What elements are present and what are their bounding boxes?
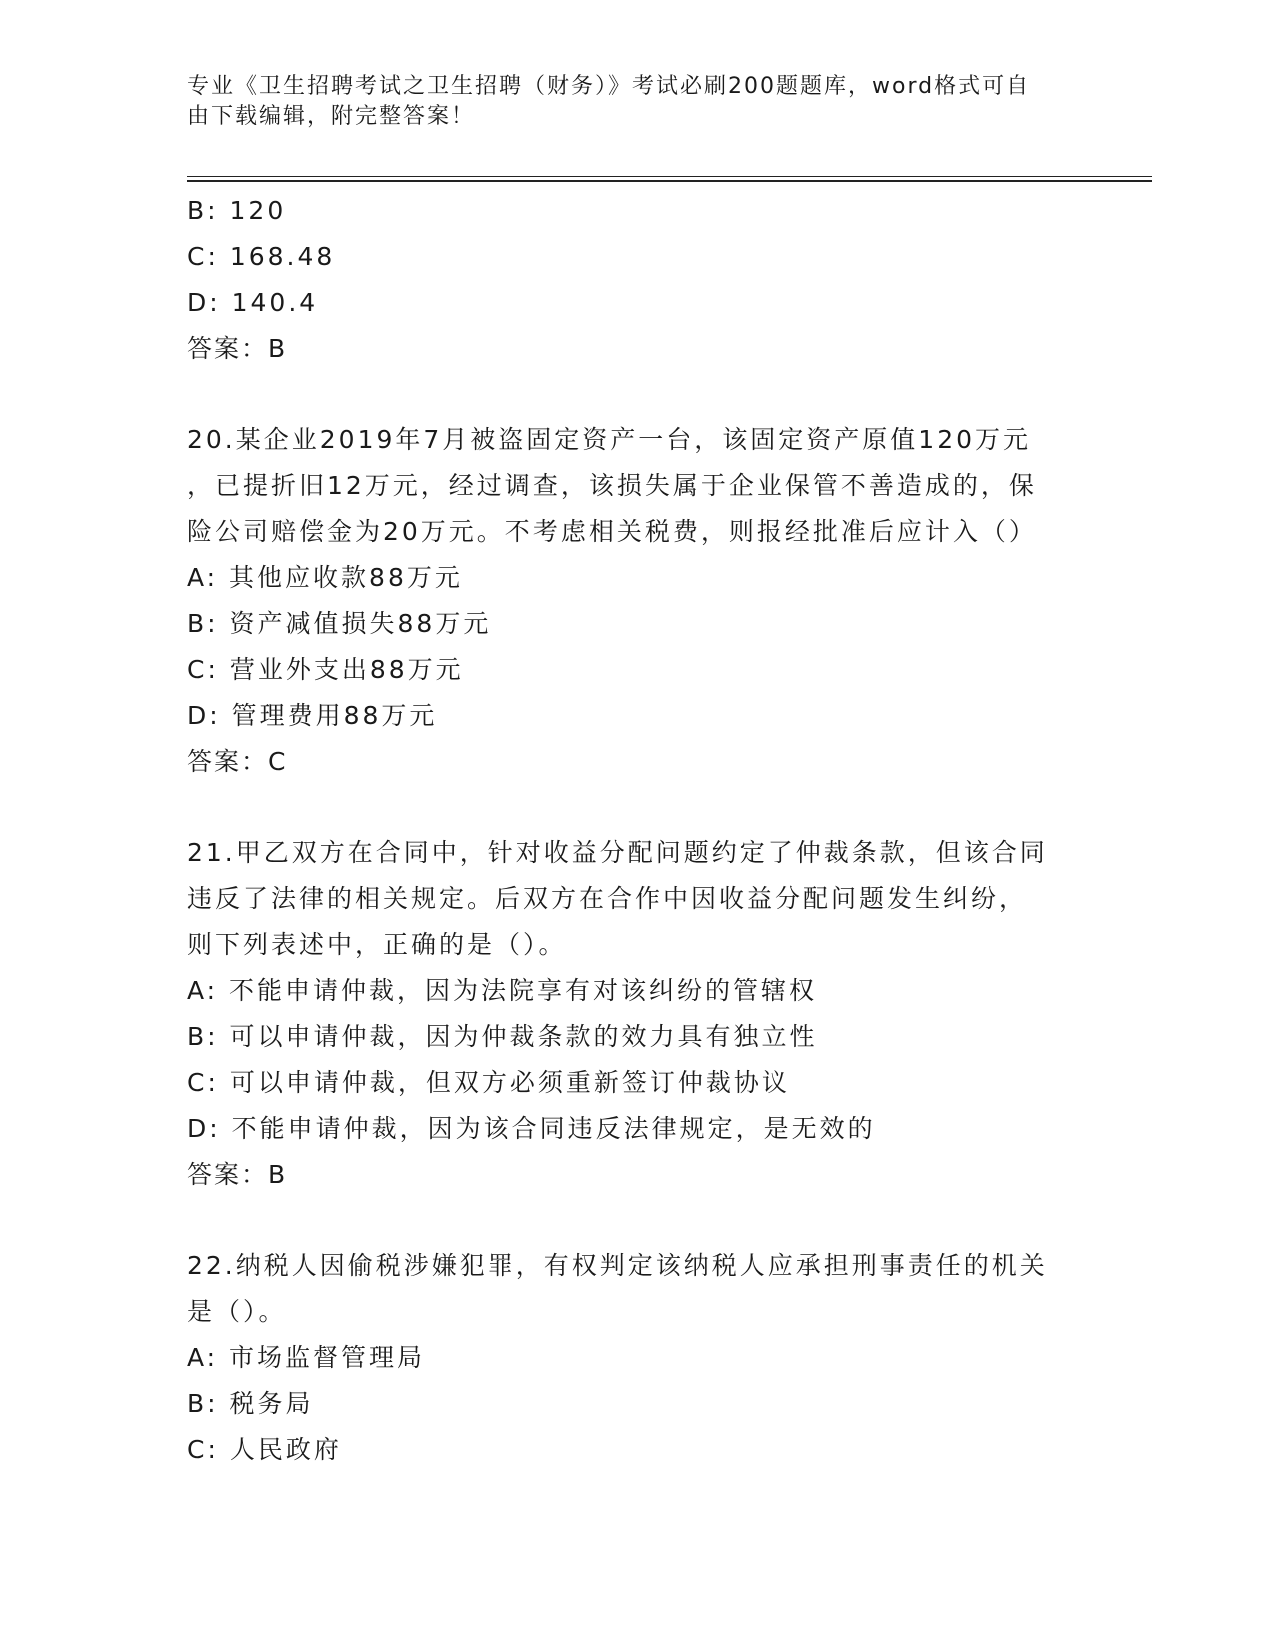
- spacer: [187, 1198, 1087, 1243]
- option-d: D: 管理费用88万元: [187, 701, 438, 730]
- question-stem-line: 是（）。: [187, 1297, 287, 1326]
- option-a: A: 市场监督管理局: [187, 1343, 426, 1372]
- option-b: B: 可以申请仲裁，因为仲裁条款的效力具有独立性: [187, 1022, 818, 1051]
- question-list: [187, 188, 1087, 1473]
- option-c: C: 可以申请仲裁，但双方必须重新签订仲裁协议: [187, 1068, 790, 1097]
- option-d: D: 140.4: [187, 288, 319, 317]
- question-20: [187, 417, 1087, 785]
- option-b: B: 资产减值损失88万元: [187, 609, 492, 638]
- spacer: [187, 372, 1087, 417]
- document-header: [187, 72, 1067, 132]
- option-d: D: 不能申请仲裁，因为该合同违反法律规定，是无效的: [187, 1114, 876, 1143]
- question-19-tail: [187, 188, 1087, 372]
- spacer: [187, 785, 1087, 830]
- question-stem-line: 则下列表述中，正确的是（）。: [187, 930, 567, 959]
- option-a: A: 其他应收款88万元: [187, 563, 463, 592]
- question-stem-line: ，已提折旧12万元，经过调查，该损失属于企业保管不善造成的，保: [187, 471, 1037, 500]
- header-divider-thick: [187, 180, 1152, 182]
- option-b: B: 120: [187, 196, 287, 225]
- option-b: B: 税务局: [187, 1389, 314, 1418]
- header-line-2: 由下载编辑，附完整答案！: [187, 104, 476, 129]
- question-22: [187, 1243, 1087, 1473]
- option-a: A: 不能申请仲裁，因为法院享有对该纠纷的管辖权: [187, 976, 818, 1005]
- question-stem-line: 险公司赔偿金为20万元。不考虑相关税费，则报经批准后应计入（）: [187, 517, 1037, 546]
- question-21: [187, 830, 1087, 1198]
- answer: 答案：B: [187, 334, 288, 363]
- option-c: C: 人民政府: [187, 1435, 342, 1464]
- option-c: C: 营业外支出88万元: [187, 655, 464, 684]
- answer: 答案：B: [187, 1160, 288, 1189]
- header-line-1: 专业《卫生招聘考试之卫生招聘（财务）》考试必刷200题题库，word格式可自: [187, 74, 1031, 99]
- header-divider-thin: [187, 176, 1152, 177]
- question-stem-line: 22.纳税人因偷税涉嫌犯罪，有权判定该纳税人应承担刑事责任的机关: [187, 1251, 1048, 1280]
- question-stem-line: 21.甲乙双方在合同中，针对收益分配问题约定了仲裁条款，但该合同: [187, 838, 1048, 867]
- question-stem-line: 违反了法律的相关规定。后双方在合作中因收益分配问题发生纠纷，: [187, 884, 1028, 913]
- answer: 答案：C: [187, 747, 288, 776]
- option-c: C: 168.48: [187, 242, 336, 271]
- question-stem-line: 20.某企业2019年7月被盗固定资产一台，该固定资产原值120万元: [187, 425, 1032, 454]
